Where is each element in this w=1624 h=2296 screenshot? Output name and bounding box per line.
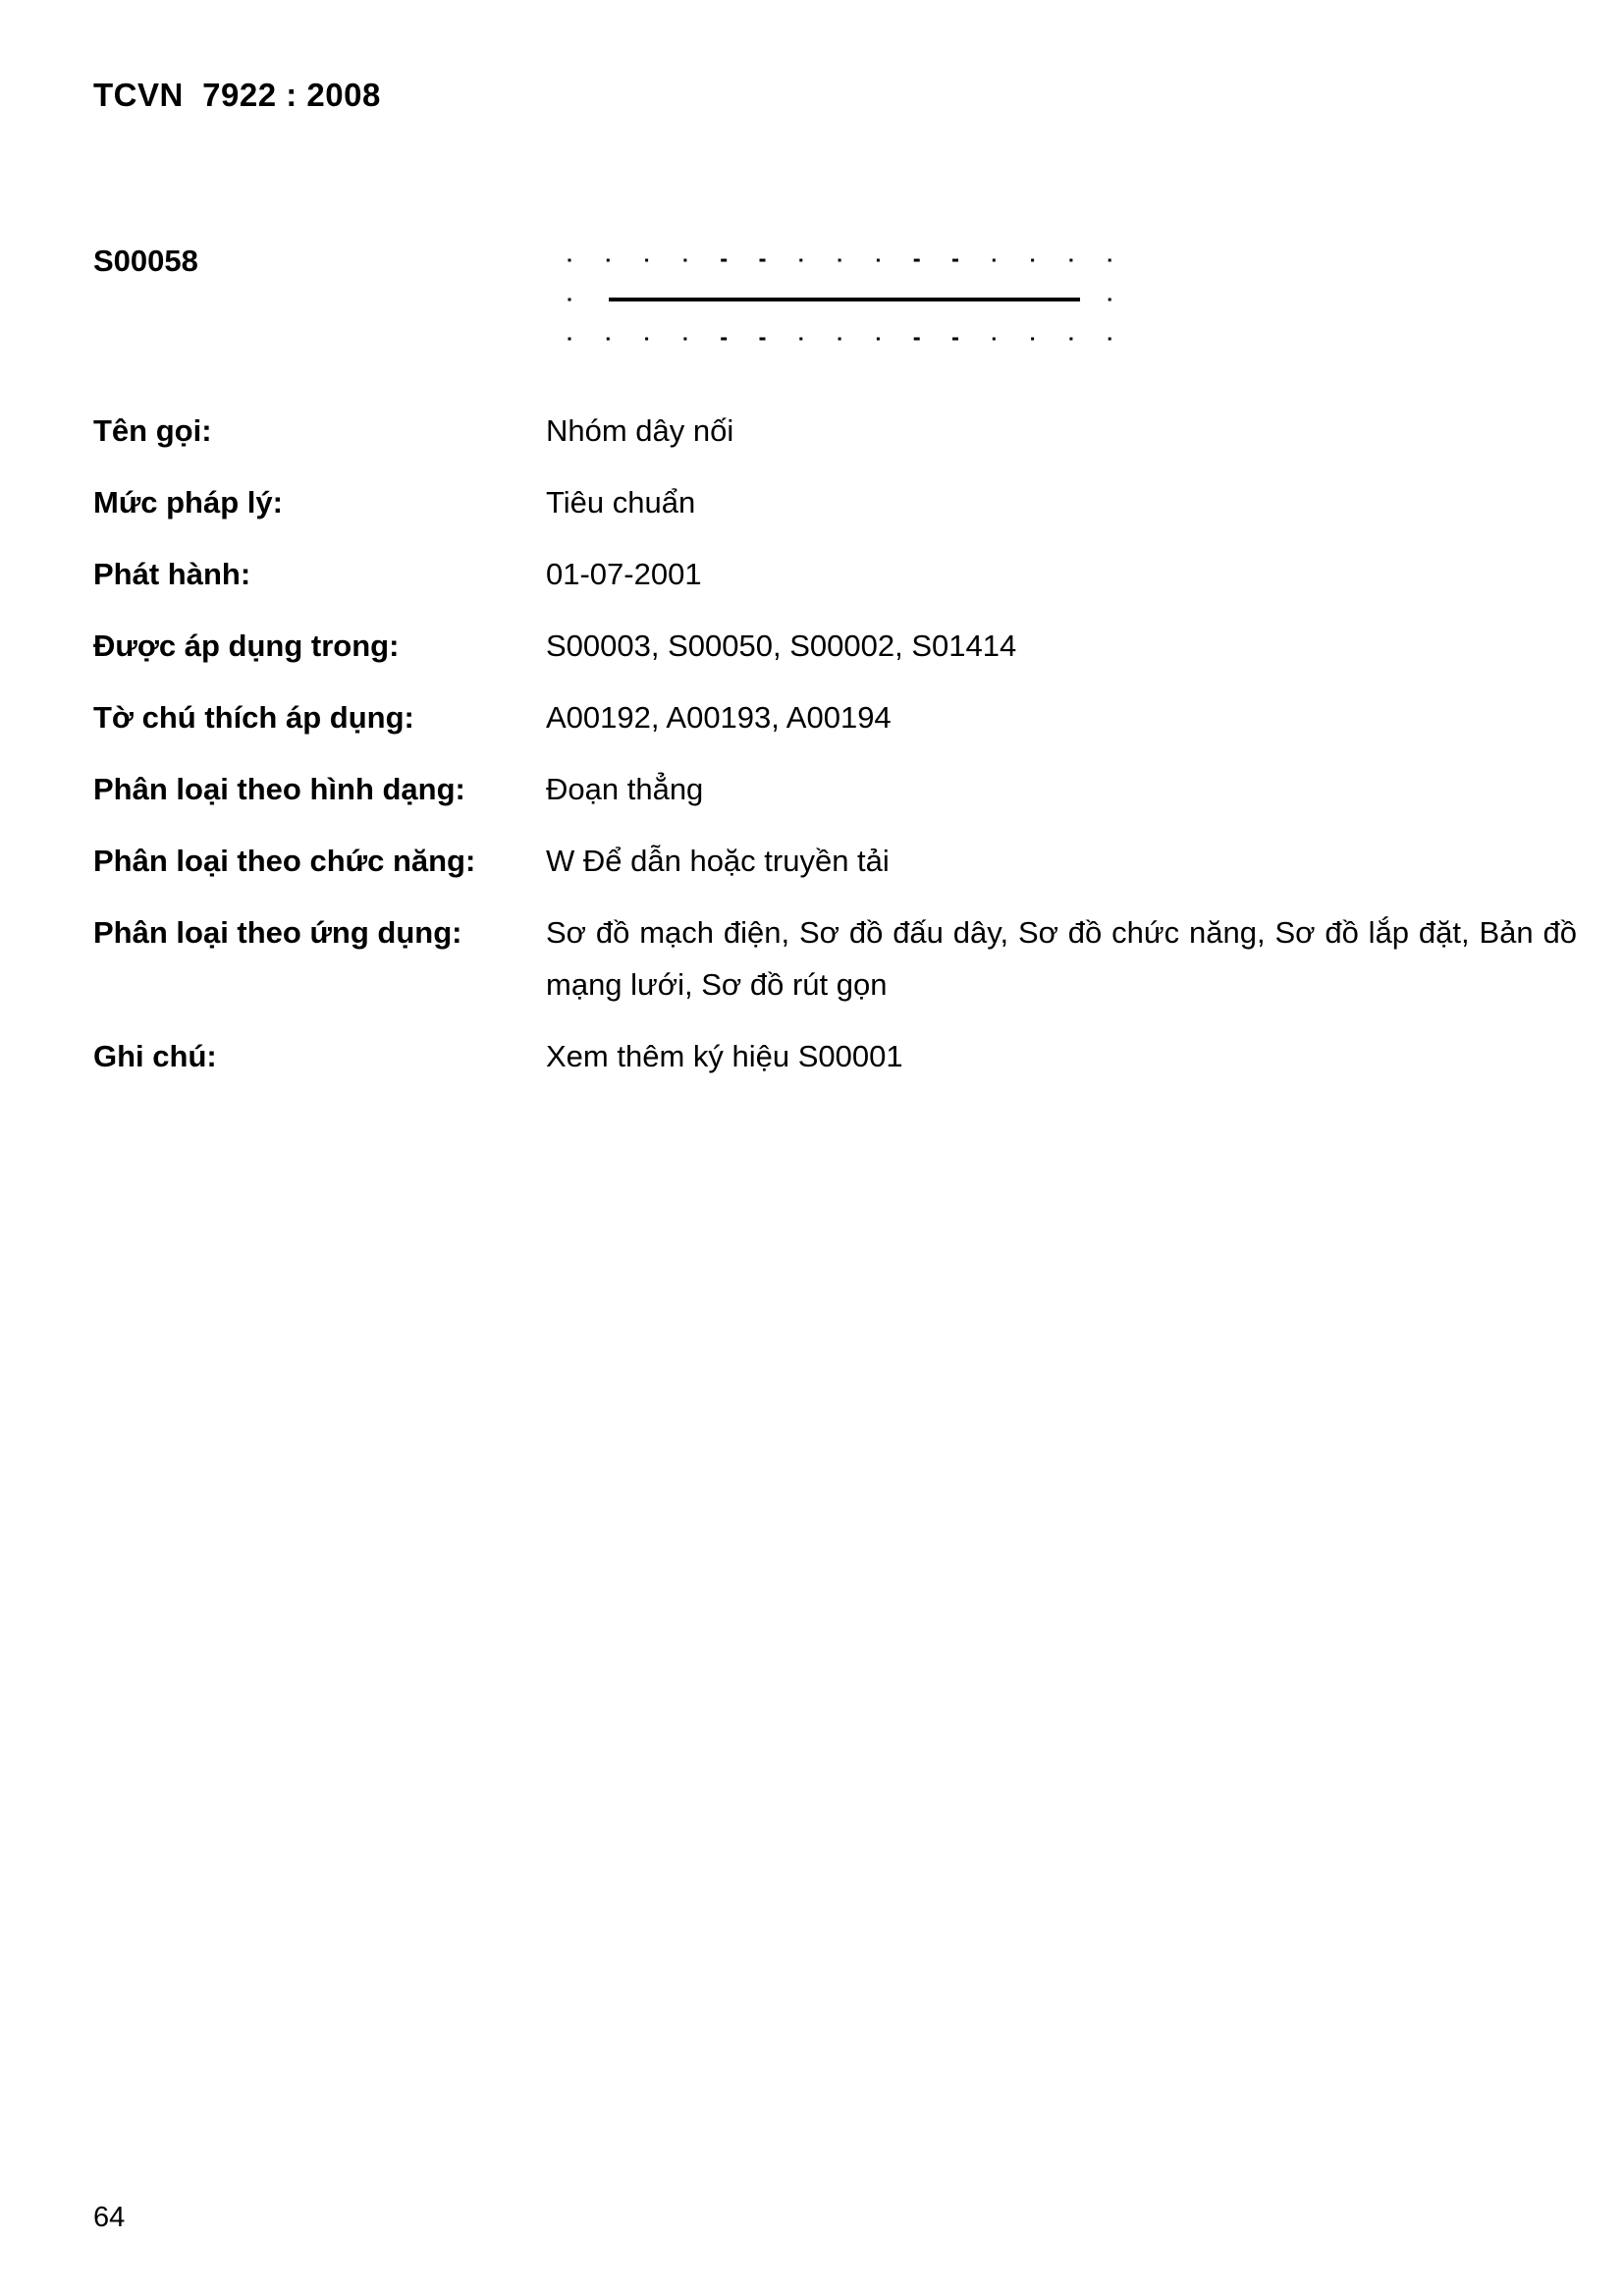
grid-dot — [877, 259, 880, 262]
grid-dot — [760, 259, 766, 262]
grid-dot — [1069, 259, 1072, 262]
grid-dot — [799, 259, 802, 262]
grid-dot — [607, 259, 610, 262]
grid-dot — [760, 338, 766, 341]
grid-dot — [799, 338, 802, 341]
field-label-legal-level: Mức pháp lý: — [93, 485, 283, 519]
field-value-issued: 01-07-2001 — [546, 557, 702, 591]
field-label-function-class: Phân loại theo chức năng: — [93, 844, 476, 878]
field-label-shape-class: Phân loại theo hình dạng: — [93, 772, 465, 806]
field-label-annotation-sheets: Tờ chú thích áp dụng: — [93, 700, 414, 735]
grid-dot — [1109, 299, 1111, 301]
grid-dot — [952, 259, 958, 262]
grid-dot — [721, 259, 727, 262]
grid-dot — [1031, 259, 1034, 262]
grid-dot — [839, 338, 841, 341]
grid-dot — [721, 338, 727, 341]
field-label-issued: Phát hành: — [93, 557, 251, 591]
grid-dot — [568, 299, 571, 301]
grid-dot — [683, 338, 686, 341]
grid-dot — [645, 338, 648, 341]
grid-dot — [1031, 338, 1034, 341]
grid-dot — [877, 338, 880, 341]
field-value-shape-class: Đoạn thẳng — [546, 772, 704, 806]
field-value-application-class: Sơ đồ mạch điện, Sơ đồ đấu dây, Sơ đồ chức năng, Sơ đồ lắp đặt, Bản đồ mạng lưới, Sơ đồ rút gọn — [546, 915, 1577, 1002]
grid-dot — [993, 338, 996, 341]
field-value-note: Xem thêm ký hiệu S00001 — [546, 1039, 903, 1073]
page-number: 64 — [93, 2202, 126, 2233]
grid-dot — [993, 259, 996, 262]
grid-dot — [607, 338, 610, 341]
grid-dot — [683, 259, 686, 262]
grid-dot — [1109, 338, 1111, 341]
field-value-annotation-sheets: A00192, A00193, A00194 — [546, 700, 892, 735]
grid-dot — [645, 259, 648, 262]
field-label-name: Tên gọi: — [93, 413, 212, 448]
field-value-name: Nhóm dây nối — [546, 413, 734, 448]
grid-dot — [952, 338, 958, 341]
field-value-applied-in: S00003, S00050, S00002, S01414 — [546, 629, 1017, 663]
field-value-function-class: W Để dẫn hoặc truyền tải — [546, 844, 890, 878]
field-label-application-class: Phân loại theo ứng dụng: — [93, 915, 462, 950]
field-label-note: Ghi chú: — [93, 1039, 217, 1073]
document-standard-header: TCVN 7922 : 2008 — [93, 77, 381, 113]
grid-dot — [914, 338, 920, 341]
grid-dot — [1109, 259, 1111, 262]
grid-dot — [914, 259, 920, 262]
grid-dot — [1069, 338, 1072, 341]
field-label-applied-in: Được áp dụng trong: — [93, 629, 400, 663]
symbol-code: S00058 — [93, 244, 198, 278]
grid-dot — [568, 338, 571, 341]
grid-dot — [839, 259, 841, 262]
connection-group-symbol — [550, 241, 1139, 358]
field-value-legal-level: Tiêu chuẩn — [546, 485, 696, 519]
grid-dot — [568, 259, 571, 262]
